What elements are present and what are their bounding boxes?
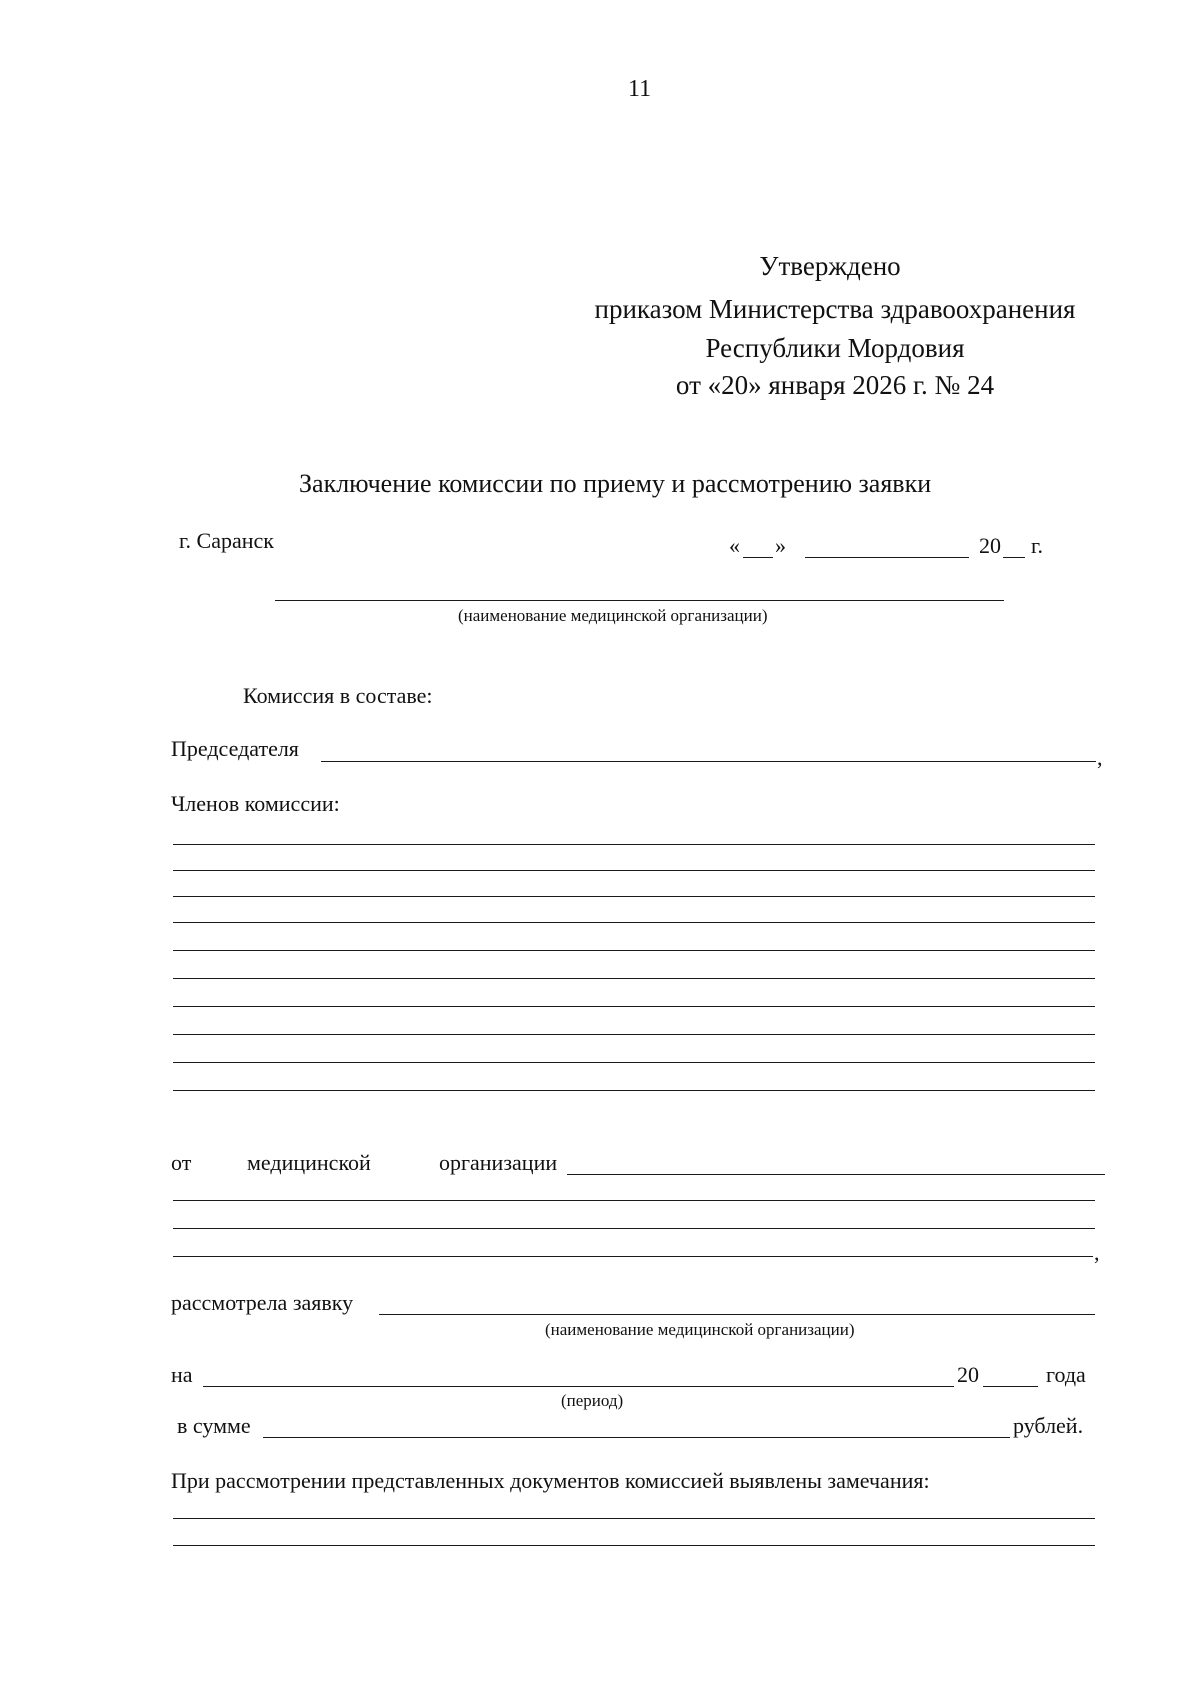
- organization-name-line[interactable]: [275, 600, 1004, 601]
- from-organization-line-3[interactable]: [173, 1228, 1095, 1229]
- period-caption: (период): [561, 1391, 624, 1410]
- city-label: г. Саранск: [179, 528, 274, 553]
- member-line-5[interactable]: [173, 950, 1095, 951]
- period-suffix: года: [1046, 1362, 1086, 1387]
- date-quote-close: »: [775, 533, 786, 558]
- reviewed-label: рассмотрела заявку: [171, 1290, 354, 1315]
- date-year-prefix: 20: [979, 533, 1001, 558]
- reviewed-caption: (наименование медицинской организации): [545, 1320, 855, 1339]
- approval-line-3: Республики Мордовия: [705, 333, 965, 363]
- member-line-10[interactable]: [173, 1090, 1095, 1091]
- organization-caption: (наименование медицинской организации): [458, 606, 768, 625]
- remarks-line-2[interactable]: [173, 1545, 1095, 1546]
- date-quote-open: «: [729, 533, 740, 558]
- approval-line-4: от «20» января 2026 г. № 24: [675, 370, 995, 400]
- sum-line[interactable]: [263, 1437, 1010, 1438]
- commission-intro: Комиссия в составе:: [243, 683, 433, 708]
- sum-prefix: в сумме: [177, 1413, 251, 1438]
- remarks-text: При рассмотрении представленных документов комиссией выявлены замечания:: [171, 1468, 930, 1493]
- member-line-4[interactable]: [173, 922, 1095, 923]
- period-prefix: на: [171, 1362, 193, 1387]
- member-line-2[interactable]: [173, 870, 1095, 871]
- chairman-label: Председателя: [171, 736, 299, 761]
- approval-block: [580, 247, 1080, 285]
- approval-line-2: приказом Министерства здравоохранения: [594, 294, 1076, 324]
- members-label: Членов комиссии:: [171, 791, 340, 816]
- from-organization-comma: ,: [1094, 1240, 1100, 1265]
- remarks-line-1[interactable]: [173, 1518, 1095, 1519]
- medical-word: медицинской: [247, 1150, 371, 1175]
- reviewed-organization-line[interactable]: [379, 1314, 1095, 1315]
- member-line-1[interactable]: [173, 844, 1095, 845]
- member-line-8[interactable]: [173, 1034, 1095, 1035]
- from-word: от: [171, 1150, 192, 1175]
- member-line-9[interactable]: [173, 1062, 1095, 1063]
- from-organization-line-4[interactable]: [173, 1256, 1093, 1257]
- date-day-blank[interactable]: [743, 557, 773, 558]
- page-number: 11: [628, 76, 652, 102]
- date-year-suffix: г.: [1031, 533, 1044, 558]
- chairman-line[interactable]: [321, 761, 1096, 762]
- member-line-6[interactable]: [173, 978, 1095, 979]
- approval-line-1: Утверждено: [759, 251, 901, 281]
- date-year-blank[interactable]: [1003, 557, 1025, 558]
- document-title: Заключение комиссии по приему и рассмотрению заявки: [299, 469, 932, 498]
- date-month-blank[interactable]: [805, 557, 969, 558]
- chairman-comma: ,: [1097, 745, 1103, 770]
- member-line-3[interactable]: [173, 896, 1095, 897]
- organization-word: организации: [439, 1150, 558, 1175]
- period-year-prefix: 20: [957, 1362, 979, 1387]
- from-organization-line-2[interactable]: [173, 1200, 1095, 1201]
- period-year-blank[interactable]: [983, 1386, 1038, 1387]
- from-organization-line-1[interactable]: [567, 1174, 1105, 1175]
- member-line-7[interactable]: [173, 1006, 1095, 1007]
- sum-suffix: рублей.: [1013, 1413, 1084, 1438]
- period-line[interactable]: [203, 1386, 954, 1387]
